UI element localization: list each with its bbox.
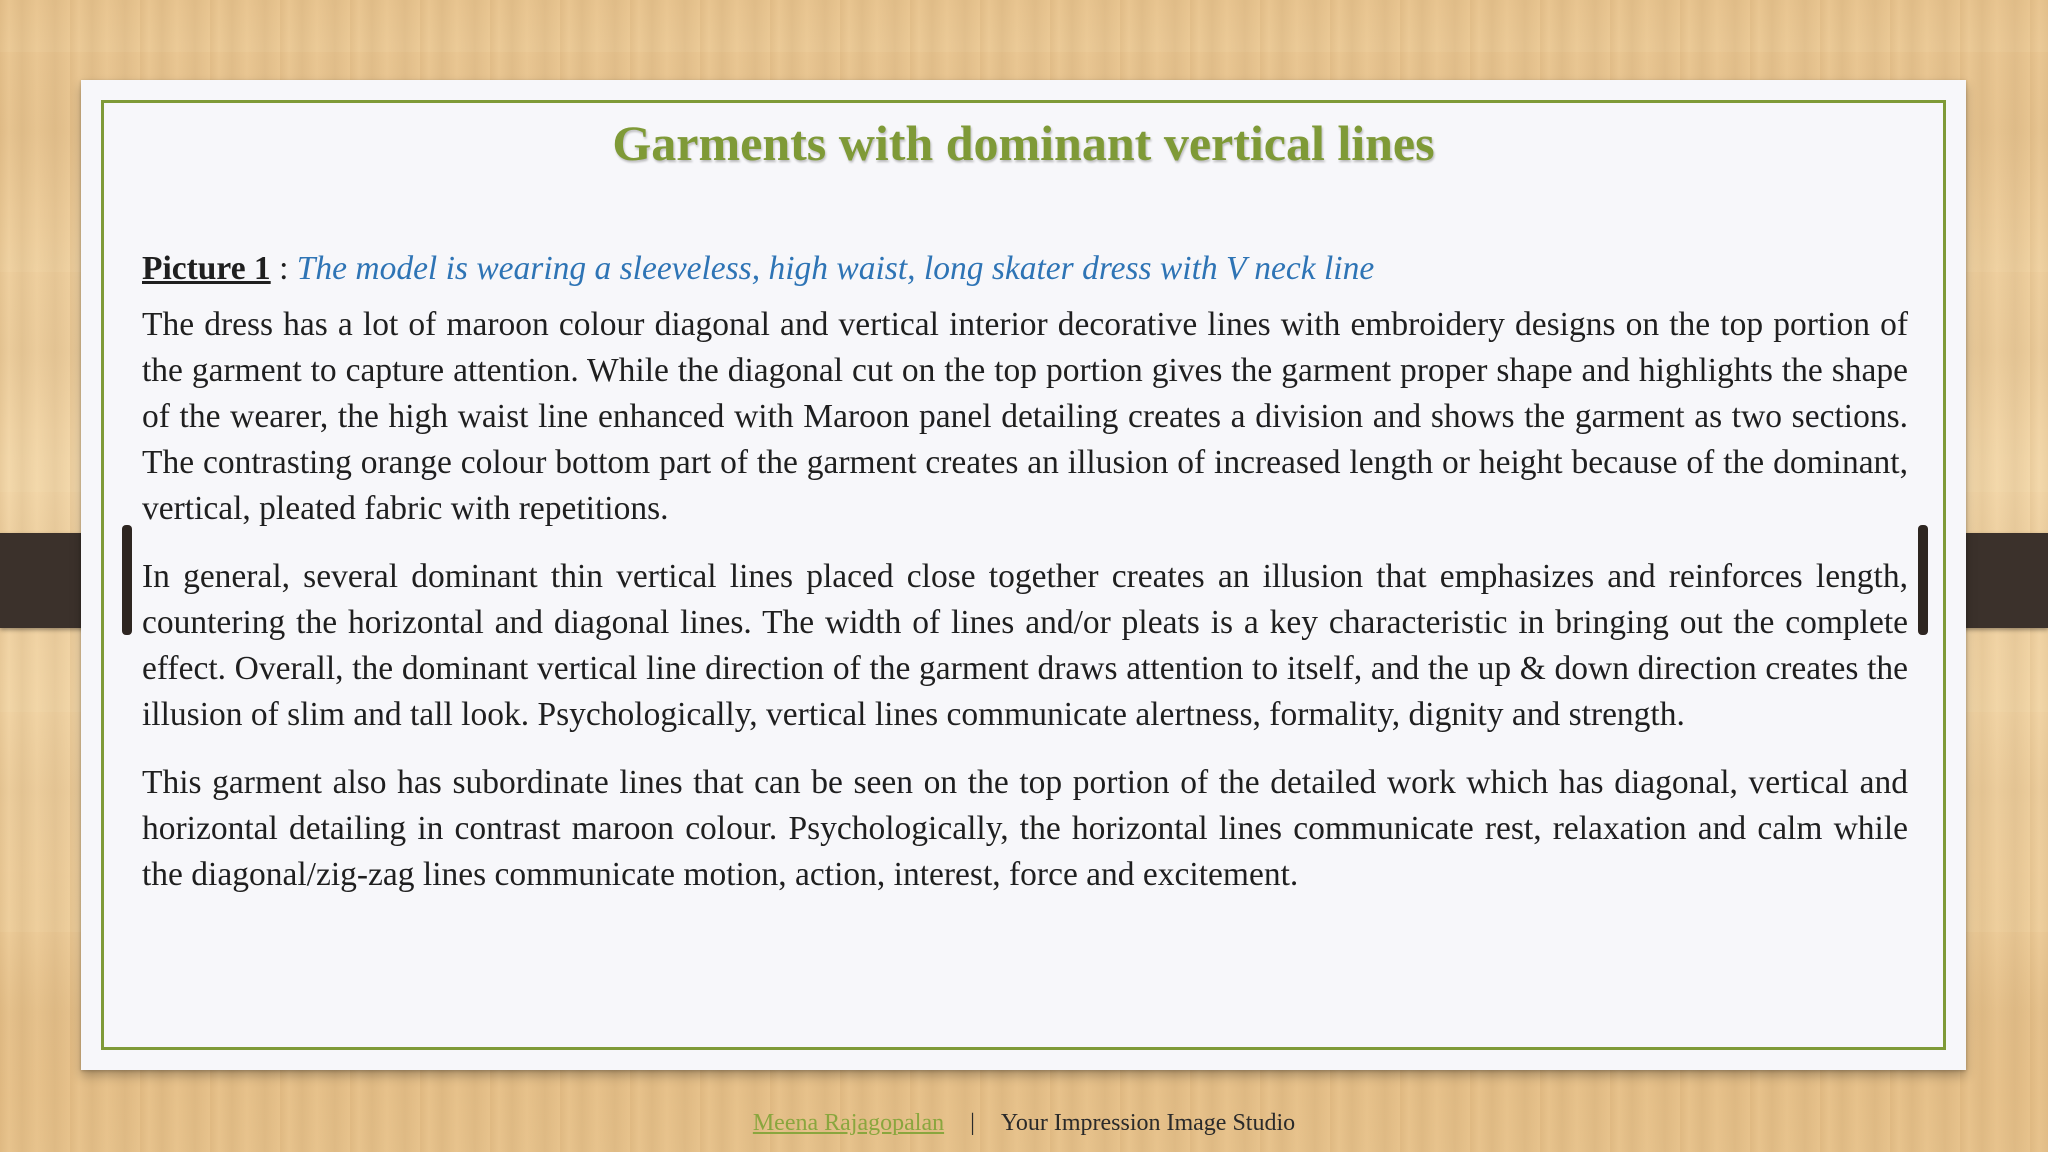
picture-caption bbox=[142, 246, 1908, 292]
slide-title: Garments with dominant vertical lines bbox=[612, 115, 1435, 171]
body-paragraph-1: The dress has a lot of maroon colour diagonal and vertical interior decorative lines with embroidery designs on the top portion of the garment to capture attention. While the diagonal cut on the top portion gives the garment proper shape and highlights the shape of the wearer, the high waist line enhanced with Maroon panel detailing creates a division and shows the garment as two sections. The contrasting orange colour bottom part of the garment creates an illusion of increased length or height because of the dominant, vertical, pleated fabric with repetitions. bbox=[142, 306, 1908, 527]
belt-buckle-left bbox=[122, 525, 132, 635]
footer-separator: | bbox=[970, 1110, 975, 1136]
slide-footer bbox=[0, 1110, 2048, 1137]
slide-body bbox=[142, 246, 1908, 920]
caption-label: Picture 1 bbox=[142, 250, 271, 287]
caption-text: The model is wearing a sleeveless, high waist, long skater dress with V neck line bbox=[296, 250, 1375, 287]
body-paragraph-2: In general, several dominant thin vertical lines placed close together creates an illusion that emphasizes and reinforces length, countering the horizontal and diagonal lines. The width of lines and/or pleats is a key characteristic in bringing out the complete effect. Overall, the dominant vertical line direction of the garment draws attention to itself, and the up & down direction creates the illusion of slim and tall look. Psychologically, vertical lines communicate alertness, formality, dignity and strength. bbox=[142, 558, 1908, 733]
body-paragraph-3: This garment also has subordinate lines that can be seen on the top portion of the detailed work which has diagonal, vertical and horizontal detailing in contrast maroon colour. Psychologically, the horizontal lines communicate rest, relaxation and calm while the diagonal/zig-zag lines communicate motion, action, interest, force and excitement. bbox=[142, 764, 1908, 893]
belt-buckle-right bbox=[1918, 525, 1928, 635]
caption-separator: : bbox=[270, 250, 297, 287]
author-link[interactable]: Meena Rajagopalan bbox=[752, 1110, 945, 1136]
slide-card bbox=[81, 80, 1966, 1070]
studio-name: Your Impression Image Studio bbox=[1000, 1110, 1296, 1136]
